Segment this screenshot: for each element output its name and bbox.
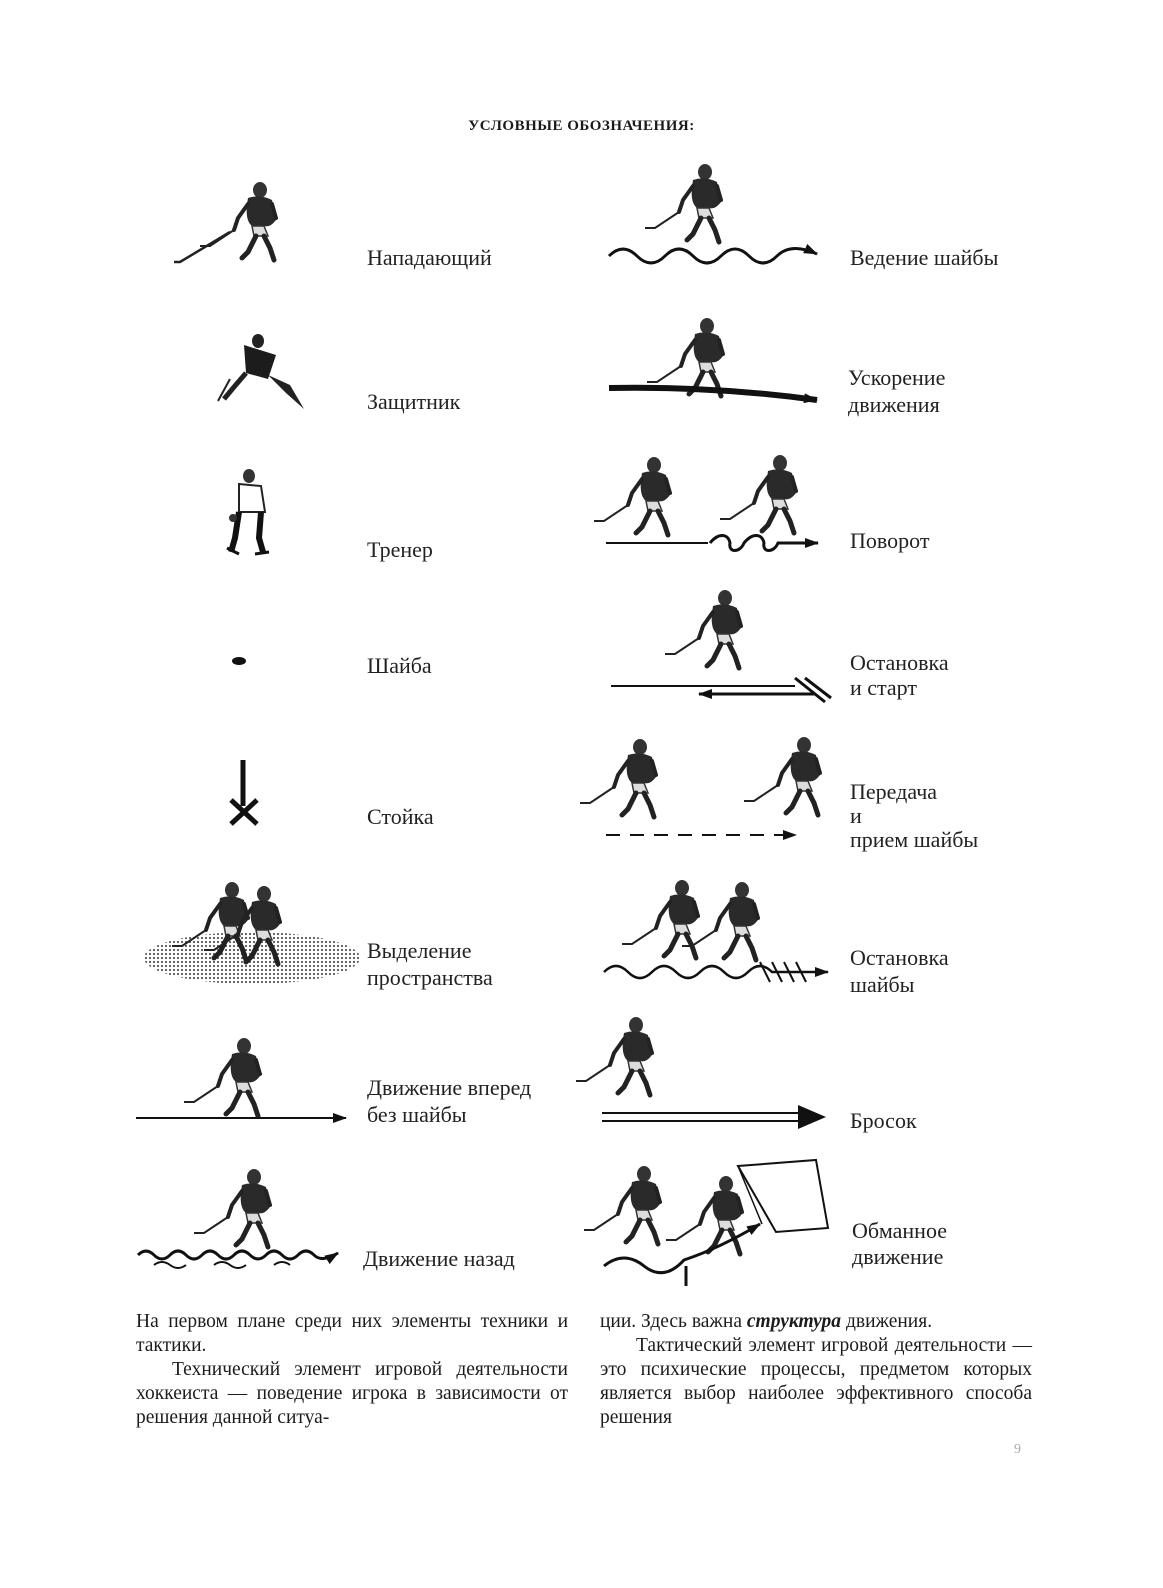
legend-label-stopstart-1: Остановка: [850, 650, 949, 675]
page-title: УСЛОВНЫЕ ОБОЗНАЧЕНИЯ:: [468, 118, 695, 134]
coach-symbol-icon: [225, 468, 285, 560]
shot-icon: [598, 1015, 830, 1135]
feint-icon: [600, 1158, 840, 1288]
legend-label-space-2: пространства: [367, 965, 493, 990]
text-run: ции. Здесь важна: [600, 1311, 747, 1332]
legend-label-turn: Поворот: [850, 528, 930, 553]
pass-receive-icon: [578, 735, 833, 855]
legend-label-forward-2: без шайбы: [367, 1102, 467, 1127]
legend-label-feint-1: Обманное: [852, 1218, 947, 1243]
legend-label-forward-1: Движение вперед: [367, 1075, 532, 1100]
paragraph: Тактический элемент игровой деятельности — это психические процессы, предметом которых является выбор наиболее эффективного способа решения: [600, 1335, 1032, 1428]
legend-label-defender: Защитник: [367, 389, 461, 414]
paragraph: На первом плане среди них элементы техники и тактики.: [136, 1311, 568, 1356]
legend-label-puck: Шайба: [367, 653, 432, 678]
backward-move-icon: [134, 1165, 354, 1270]
body-column-left: [136, 1310, 568, 1430]
turn-icon: [600, 455, 830, 555]
text-run: движения.: [841, 1311, 933, 1332]
legend-label-pass-3: прием шайбы: [850, 827, 979, 852]
legend-label-space-1: Выделение: [367, 938, 472, 963]
page-number: 9: [1014, 1442, 1021, 1457]
defender-symbol-icon: [216, 333, 316, 413]
legend-label-pass-1: Передача: [850, 779, 938, 804]
stop-start-icon: [605, 586, 835, 706]
acceleration-icon: [605, 316, 830, 416]
legend-label-stoppuck-2: шайбы: [850, 972, 915, 997]
stand-icon: [226, 758, 266, 830]
legend-label-attacker: Нападающий: [367, 245, 492, 270]
stop-puck-icon: [600, 878, 830, 988]
forward-move-icon: [134, 1030, 354, 1130]
paragraph: Технический элемент игровой деятельности хоккеиста — поведение игрока в зависимости от решения данной ситуа-: [136, 1359, 568, 1428]
legend-label-dribble: Ведение шайбы: [850, 245, 999, 270]
legend-label-stand: Стойка: [367, 804, 434, 829]
legend-label-pass-2: и: [850, 803, 862, 828]
legend-label-stoppuck-1: Остановка: [850, 945, 949, 970]
paragraph: [600, 1310, 1032, 1334]
legend-label-accel-1: Ускорение: [848, 365, 946, 390]
space-selection-icon: [140, 880, 370, 990]
emphasis: структура: [746, 1311, 842, 1332]
attacker-symbol-icon: [170, 180, 310, 290]
legend-label-coach: Тренер: [367, 537, 433, 562]
legend-label-shot: Бросок: [850, 1108, 917, 1133]
legend-label-feint-2: движение: [852, 1244, 944, 1269]
dribble-icon: [605, 162, 830, 267]
puck-icon: [230, 655, 250, 667]
legend-label-accel-2: движения: [848, 392, 940, 417]
legend-label-stopstart-2: и старт: [850, 675, 918, 700]
legend-label-backward: Движение назад: [363, 1246, 515, 1271]
body-column-right: [600, 1310, 1032, 1430]
